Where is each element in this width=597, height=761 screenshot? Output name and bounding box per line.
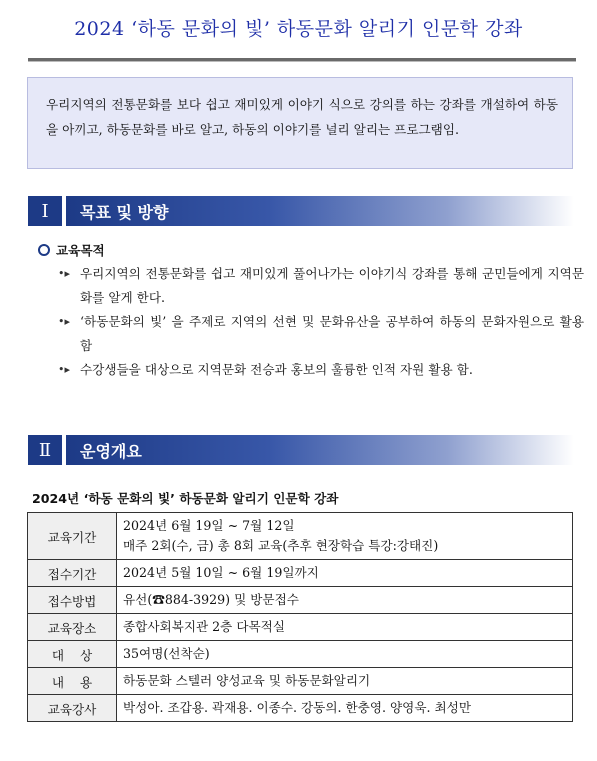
- arrow-bullet-icon: •▸: [58, 315, 71, 328]
- table-row: [28, 695, 573, 722]
- section-number-1: Ⅰ: [28, 196, 62, 226]
- section-label-2: 운영개요: [66, 435, 574, 465]
- page-title: 2024 ‘하동 문화의 빛’ 하동문화 알리기 인문학 강좌: [74, 18, 523, 40]
- section-header-1: [28, 196, 574, 226]
- section-header-2: [28, 435, 574, 465]
- table-row: [28, 641, 573, 668]
- row-key: 내 용: [28, 668, 117, 695]
- row-value-line: 매주 2회(수, 금) 총 8회 교육(추후 현장학습 특강:강태진): [123, 538, 439, 553]
- section-label-1: 목표 및 방향: [66, 196, 574, 226]
- row-value: 하동문화 스텔러 양성교육 및 하동문화알리기: [117, 668, 573, 695]
- row-value: 박성아. 조갑용. 곽재용. 이종수. 강동의. 한충영. 양영욱. 최성만: [117, 695, 573, 722]
- section-number-2: Ⅱ: [28, 435, 62, 465]
- circle-bullet-icon: [38, 244, 50, 256]
- row-value: 35여명(선착순): [117, 641, 573, 668]
- intro-box: 우리지역의 전통문화를 보다 쉽고 재미있게 이야기 식으로 강의를 하는 강좌를 개설하여 하동을 아끼고, 하동문화를 바로 알고, 하동의 이야기를 널리 알리는 프로그램임.: [27, 77, 573, 169]
- table-row: [28, 668, 573, 695]
- title-divider: [28, 58, 576, 62]
- table-row: [28, 587, 573, 614]
- row-value: 유선(☎884-3929) 및 방문접수: [117, 587, 573, 614]
- arrow-bullet-icon: •▸: [58, 363, 71, 376]
- row-value: 2024년 5월 10일 ~ 6월 19일까지: [117, 560, 573, 587]
- row-key: 접수기간: [28, 560, 117, 587]
- list-item: [58, 310, 584, 358]
- goal-text-2: ‘하동문화의 빛’ 을 주제로 지역의 선현 및 문화유산을 공부하여 하동의 문화자원으로 활용 함: [80, 314, 584, 353]
- goals-heading-text: 교육목적: [56, 243, 105, 258]
- goals-list: [58, 262, 584, 382]
- goal-text-1: 우리지역의 전통문화를 쉽고 재미있게 풀어나가는 이야기식 강좌를 통해 군민들에게 지역문화를 알게 한다.: [80, 266, 584, 305]
- list-item: [58, 262, 584, 310]
- row-value: 종합사회복지관 2층 다목적실: [117, 614, 573, 641]
- overview-table: [27, 512, 573, 722]
- row-key: 교육강사: [28, 695, 117, 722]
- row-value: [117, 513, 573, 560]
- goal-text-3: 수강생들을 대상으로 지역문화 전승과 홍보의 훌륭한 인적 자원 활용 함.: [80, 362, 473, 377]
- row-key: 접수방법: [28, 587, 117, 614]
- goals-heading: [38, 240, 105, 259]
- table-row: [28, 560, 573, 587]
- table-title: 2024년 ‘하동 문화의 빛’ 하동문화 알리기 인문학 강좌: [32, 491, 339, 506]
- arrow-bullet-icon: •▸: [58, 267, 71, 280]
- list-item: [58, 358, 584, 382]
- row-key: 교육장소: [28, 614, 117, 641]
- row-key: 대 상: [28, 641, 117, 668]
- row-key: 교육기간: [28, 513, 117, 560]
- row-value-line: 2024년 6월 19일 ~ 7월 12일: [123, 518, 295, 533]
- table-row: [28, 614, 573, 641]
- table-row: [28, 513, 573, 560]
